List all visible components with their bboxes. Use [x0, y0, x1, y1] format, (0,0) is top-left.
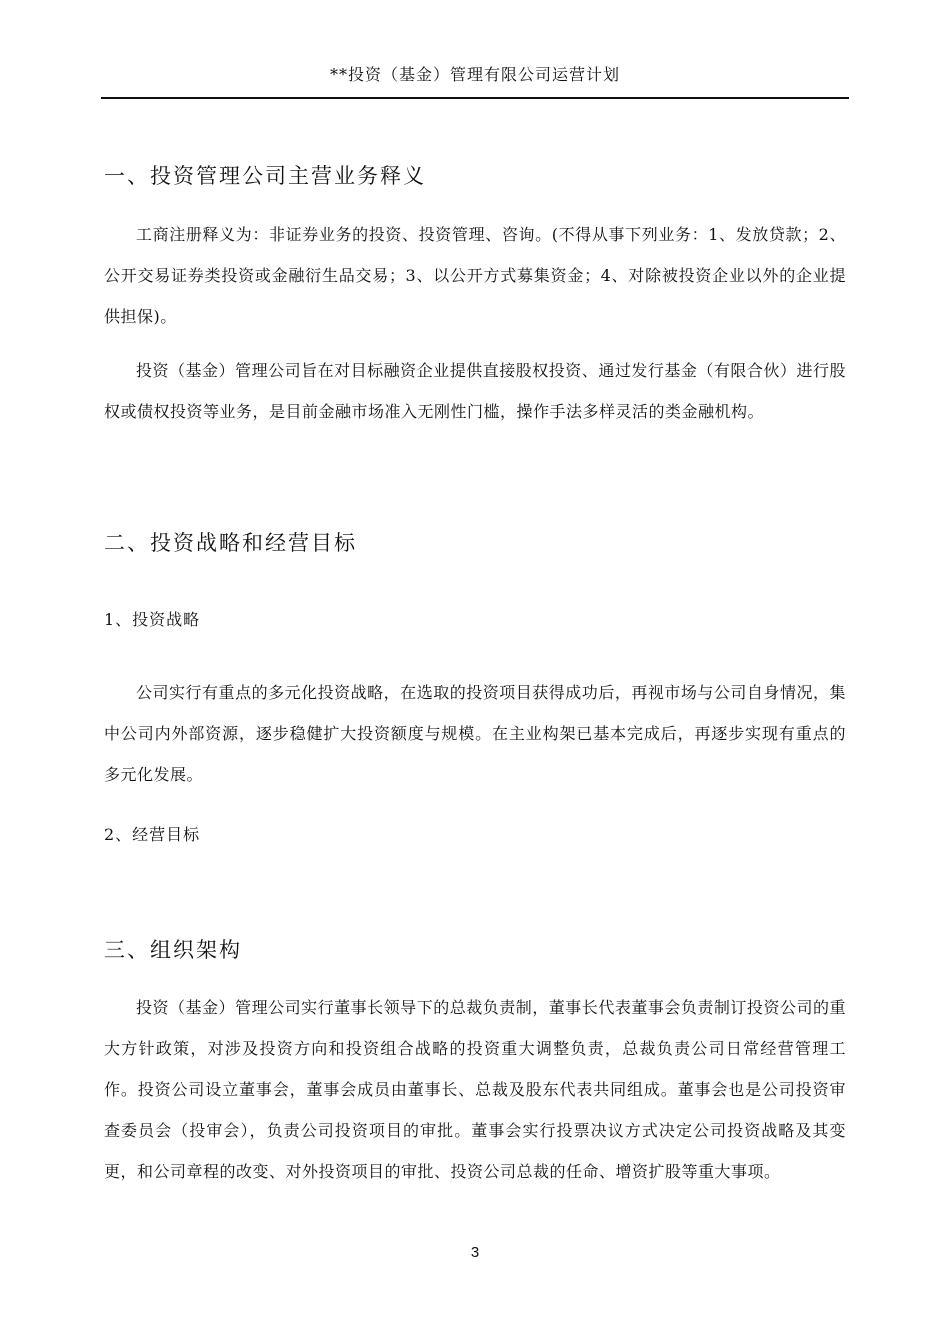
- paragraph-organization-structure: 投资（基金）管理公司实行董事长领导下的总裁负责制，董事长代表董事会负责制订投资公司的重大方针政策，对涉及投资方向和投资组合战略的投资重大调整负责，总裁负责公司日常经营管理工作。投资公司设立董事会，董事会成员由董事长、总裁及股东代表共同组成。董事会也是公司投资审查委员会（投审会），负责公司投资项目的审批。董事会实行投票决议方式决定公司投资战略及其变更，和公司章程的改变、对外投资项目的审批、投资公司总裁的任命、增资扩股等重大事项。: [104, 998, 846, 1181]
- page-header-title: **投资（基金）管理有限公司运营计划: [329, 65, 620, 84]
- page-number: 3: [470, 1244, 480, 1261]
- header-divider: [101, 97, 849, 99]
- paragraph-investment-strategy: 公司实行有重点的多元化投资战略，在选取的投资项目获得成功后，再视市场与公司自身情况，集中公司内外部资源，逐步稳健扩大投资额度与规模。在主业构架已基本完成后，再逐步实现有重点的多元化发展。: [104, 683, 846, 784]
- paragraph-registration-definition: 工商注册释义为：非证券业务的投资、投资管理、咨询。(不得从事下列业务：1、发放贷款；2、公开交易证券类投资或金融衍生品交易；3、以公开方式募集资金；4、对除被投资企业以外的企业提供担保)。: [104, 225, 846, 326]
- section-heading-business-definition: 一、投资管理公司主营业务释义: [104, 164, 426, 188]
- section-heading-organization: 三、组织架构: [104, 938, 242, 962]
- subheading-investment-strategy: 1、投资战略: [104, 610, 201, 629]
- section-heading-strategy-goals: 二、投资战略和经营目标: [104, 531, 357, 555]
- paragraph-company-purpose: 投资（基金）管理公司旨在对目标融资企业提供直接股权投资、通过发行基金（有限合伙）进行股权或债权投资等业务，是目前金融市场准入无刚性门槛，操作手法多样灵活的类金融机构。: [104, 361, 846, 421]
- subheading-business-goals: 2、经营目标: [104, 825, 201, 844]
